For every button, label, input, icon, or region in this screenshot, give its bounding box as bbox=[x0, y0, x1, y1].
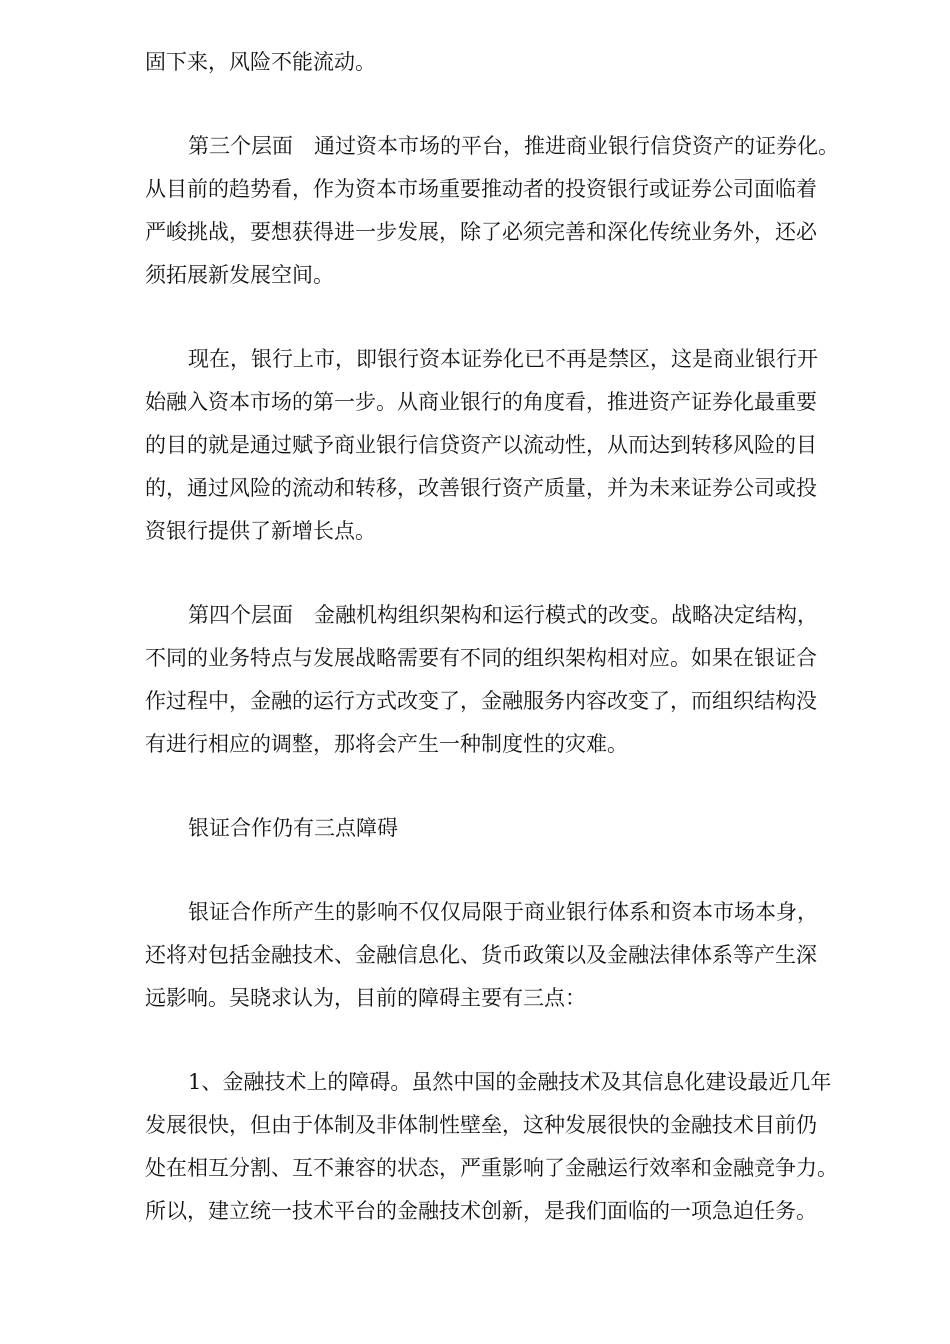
text-line: 资银行提供了新增长点。 bbox=[145, 519, 376, 543]
text-line: 严峻挑战，要想获得进一步发展，除了必须完善和深化传统业务外，还必 bbox=[145, 220, 817, 244]
text-line: 远影响。吴晓求认为，目前的障碍主要有三点： bbox=[145, 986, 586, 1010]
text-line: 现在，银行上市，即银行资本证券化已不再是禁区，这是商业银行开 bbox=[188, 347, 818, 371]
text-line: 固下来，风险不能流动。 bbox=[145, 50, 376, 74]
text-line: 所以，建立统一技术平台的金融技术创新，是我们面临的一项急迫任务。 bbox=[145, 1199, 817, 1223]
text-line: 须拓展新发展空间。 bbox=[145, 263, 334, 287]
paragraph-heading-level-4: 第四个层面 金融机构组织架构和运行模式的改变。战略决定结构， bbox=[188, 603, 818, 627]
text-line: 银证合作所产生的影响不仅仅局限于商业银行体系和资本市场本身， bbox=[188, 900, 818, 924]
text-line: 从目前的趋势看，作为资本市场重要推动者的投资银行或证券公司面临着 bbox=[145, 177, 817, 201]
text-line: 的，通过风险的流动和转移，改善银行资产质量，并为未来证券公司或投 bbox=[145, 476, 817, 500]
text-line: 有进行相应的调整，那将会产生一种制度性的灾难。 bbox=[145, 732, 628, 756]
paragraph-heading-level-3: 第三个层面 通过资本市场的平台，推进商业银行信贷资产的证券化。 bbox=[188, 134, 839, 158]
text-line: 还将对包括金融技术、金融信息化、货币政策以及金融法律体系等产生深 bbox=[145, 943, 817, 967]
text-line: 作过程中，金融的运行方式改变了，金融服务内容改变了，而组织结构没 bbox=[145, 689, 817, 713]
section-heading: 银证合作仍有三点障碍 bbox=[188, 816, 398, 840]
text-line: 的目的就是通过赋予商业银行信贷资产以流动性，从而达到转移风险的目 bbox=[145, 433, 817, 457]
text-line: 不同的业务特点与发展战略需要有不同的组织架构相对应。如果在银证合 bbox=[145, 646, 817, 670]
text-line: 发展很快，但由于体制及非体制性壁垒，这种发展很快的金融技术目前仍 bbox=[145, 1113, 817, 1137]
list-item-1: 1、金融技术上的障碍。虽然中国的金融技术及其信息化建设最近几年 bbox=[188, 1070, 832, 1094]
text-line: 处在相互分割、互不兼容的状态，严重影响了金融运行效率和金融竞争力。 bbox=[145, 1156, 838, 1180]
text-line: 始融入资本市场的第一步。从商业银行的角度看，推进资产证券化最重要 bbox=[145, 390, 817, 414]
